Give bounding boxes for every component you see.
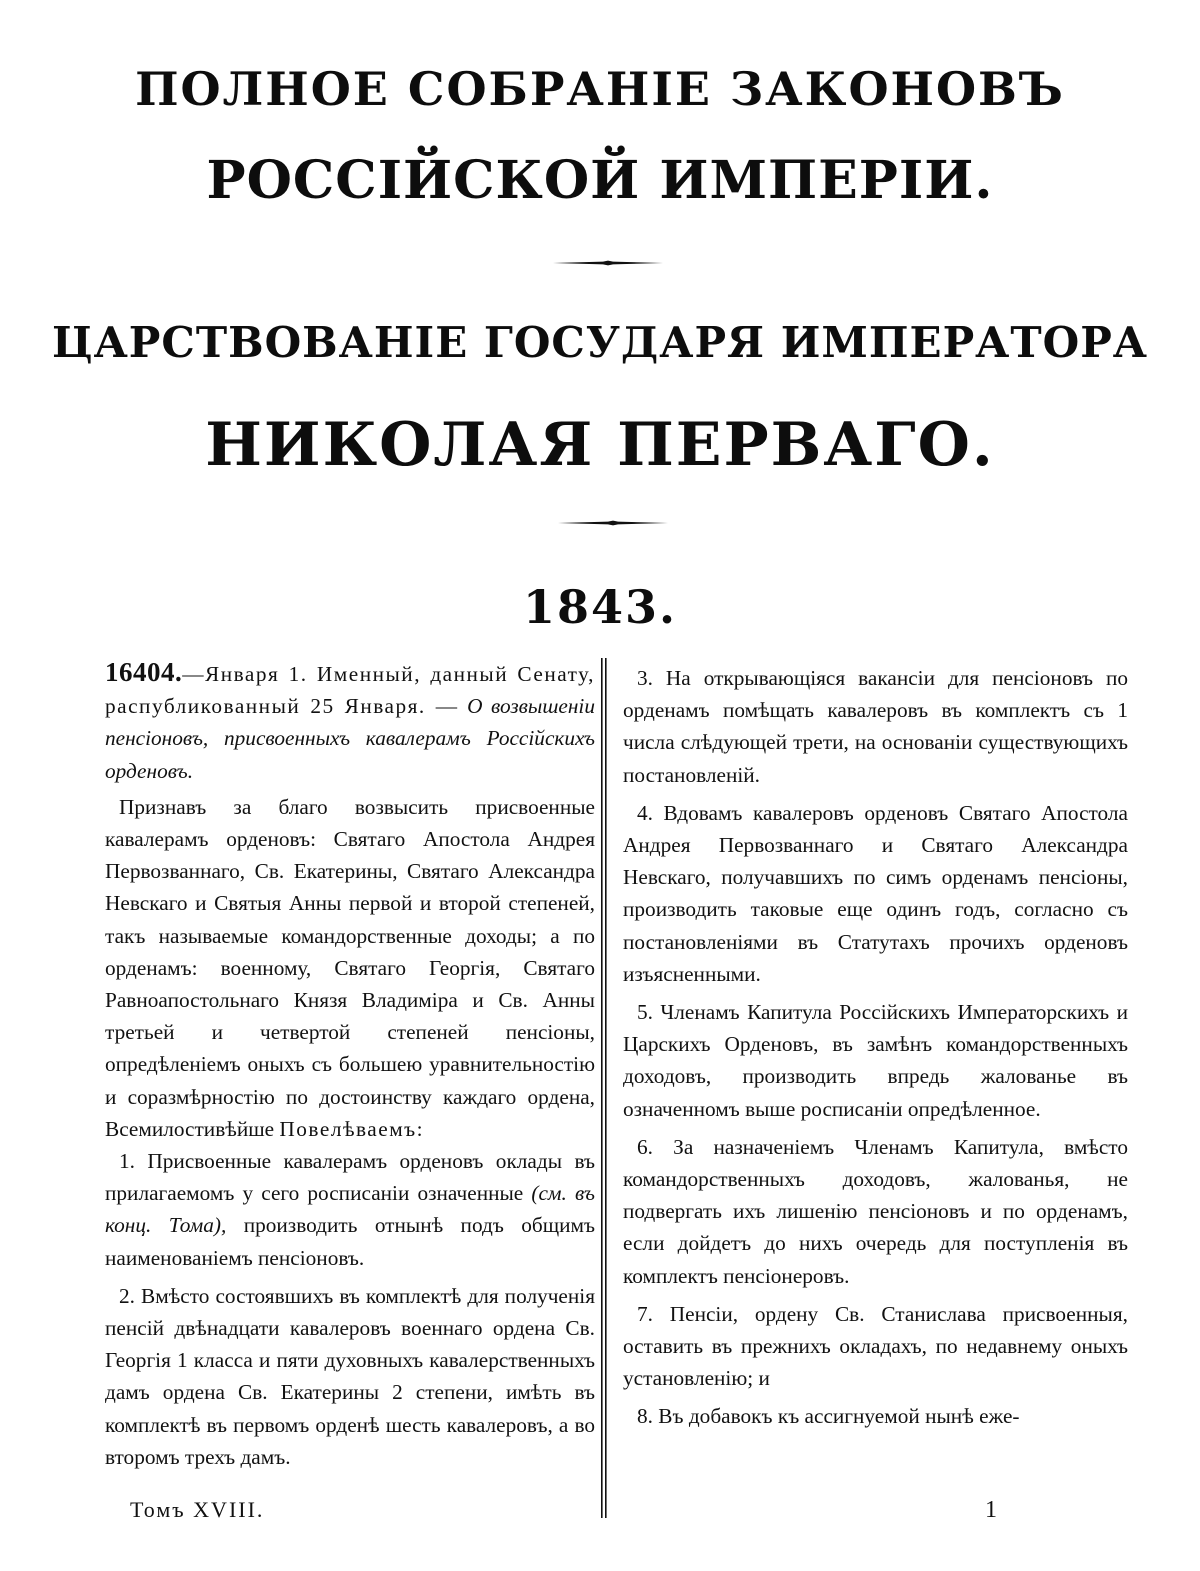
article-1-text-end: производить отнынѣ подъ общимъ наименованіемъ пенсіоновъ. bbox=[105, 1213, 595, 1270]
article-6: 6. За назначеніемъ Членамъ Капитула, вмѣсто командорственныхъ доходовъ, жалованья, не подвергать ихъ лишенію пенсіоновъ и по орденамъ, если дойдетъ до нихъ очередь для поступленія въ комплектъ пенсіонеровъ. bbox=[623, 1134, 1128, 1288]
article-8: 8. Въ добавокъ къ ассигнуемой нынѣ еже- bbox=[637, 1404, 1020, 1429]
article-3: 3. На открывающіяся вакансіи для пенсіоновъ по орденамъ помѣщать кавалеровъ въ комплектъ съ 1 числа слѣдующей трети, на основаніи существующихъ постановленій. bbox=[623, 666, 1128, 787]
article-2: 2. Вмѣсто состоявшихъ въ комплектѣ для полученія пенсій двѣнадцати кавалеровъ военнаго ордена Св. Георгія 1 класса и пяти духовныхъ кавалерственныхъ дамъ ордена Св. Екатерины 2 степени, имѣть въ комплектѣ въ первомъ орденѣ шесть кавалеровъ, а во второмъ трехъ дамъ. bbox=[105, 1283, 595, 1469]
preamble bbox=[105, 791, 595, 1145]
ornamental-rule bbox=[558, 520, 668, 526]
page-number: 1 bbox=[985, 1497, 999, 1523]
left-column bbox=[105, 656, 595, 1498]
law-intro: —Января 1. Именный, данный Сенату, распубликованный 25 Января. — bbox=[105, 662, 595, 719]
article-4: 4. Вдовамъ кавалеровъ орденовъ Святаго Апостола Андрея Первозваннаго и Святаго Александра Невскаго, получавшихъ по симъ орденамъ пенсіоны, производить таковые еще одинъ годъ, согласно съ постановленіями въ Статутахъ прочихъ орденовъ изъясненными. bbox=[623, 800, 1128, 986]
reign-title: ЦАРСТВОВАНІЕ ГОСУДАРЯ ИМПЕРАТОРА bbox=[52, 318, 1148, 367]
right-column bbox=[623, 656, 1128, 1498]
preamble-text: Признавъ за благо возвысить присвоенные кавалерамъ орденовъ: Святаго Апостола Андрея Первозваннаго, Св. Екатерины, Святаго Александра Невскаго и Святыя Анны первой и второй степеней, такъ называемые командорственные доходы; а по орденамъ: военному, Святаго Георгія, Святаго Равноапостольнаго Князя Владиміра и Св. Анны третьей и четвертой степеней пенсіоны, опредѣленіемъ оныхъ съ большею уравнительностію и соразмѣрностію по достоинству каждаго ордена, Всемилостивѣйше bbox=[105, 794, 595, 1141]
ornamental-rule bbox=[553, 260, 663, 266]
article-5: 5. Членамъ Капитула Россійскихъ Императорскихъ и Царскихъ Орденовъ, въ замѣнъ командорственныхъ доходовъ, производить впредь жалованье въ означенномъ выше росписаніи опредѣленное. bbox=[623, 1000, 1128, 1121]
article-7: 7. Пенсіи, ордену Св. Станислава присвоенныя, оставить въ прежнихъ окладахъ, по недавнему оныхъ установленію; и bbox=[623, 1301, 1128, 1391]
empire-title: РОССІЙСКОЙ ИМПЕРІИ. bbox=[206, 150, 994, 211]
law-subject: О возвышеніи пенсіоновъ, присвоенныхъ кавалерамъ Россійскихъ орденовъ. bbox=[105, 694, 595, 783]
volume-reference: (см. въ конц. Тома), bbox=[105, 1181, 595, 1238]
collection-title: ПОЛНОЕ СОБРАНІЕ ЗАКОНОВЪ bbox=[135, 62, 1065, 116]
law-heading bbox=[105, 656, 595, 787]
volume-label: Томъ XVIII. bbox=[130, 1497, 265, 1522]
year-heading: 1843. bbox=[522, 580, 678, 634]
emperor-name: НИКОЛАЯ ПЕРВАГО. bbox=[205, 410, 995, 480]
preamble-command: Повелѣваемъ: bbox=[279, 1116, 425, 1141]
article-1-text: 1. Присвоенные кавалерамъ орденовъ оклады въ прилагаемомъ у сего росписаніи означенные bbox=[105, 1149, 595, 1206]
law-number: 16404. bbox=[105, 657, 183, 687]
article-1 bbox=[105, 1145, 595, 1274]
column-divider bbox=[600, 658, 608, 1518]
